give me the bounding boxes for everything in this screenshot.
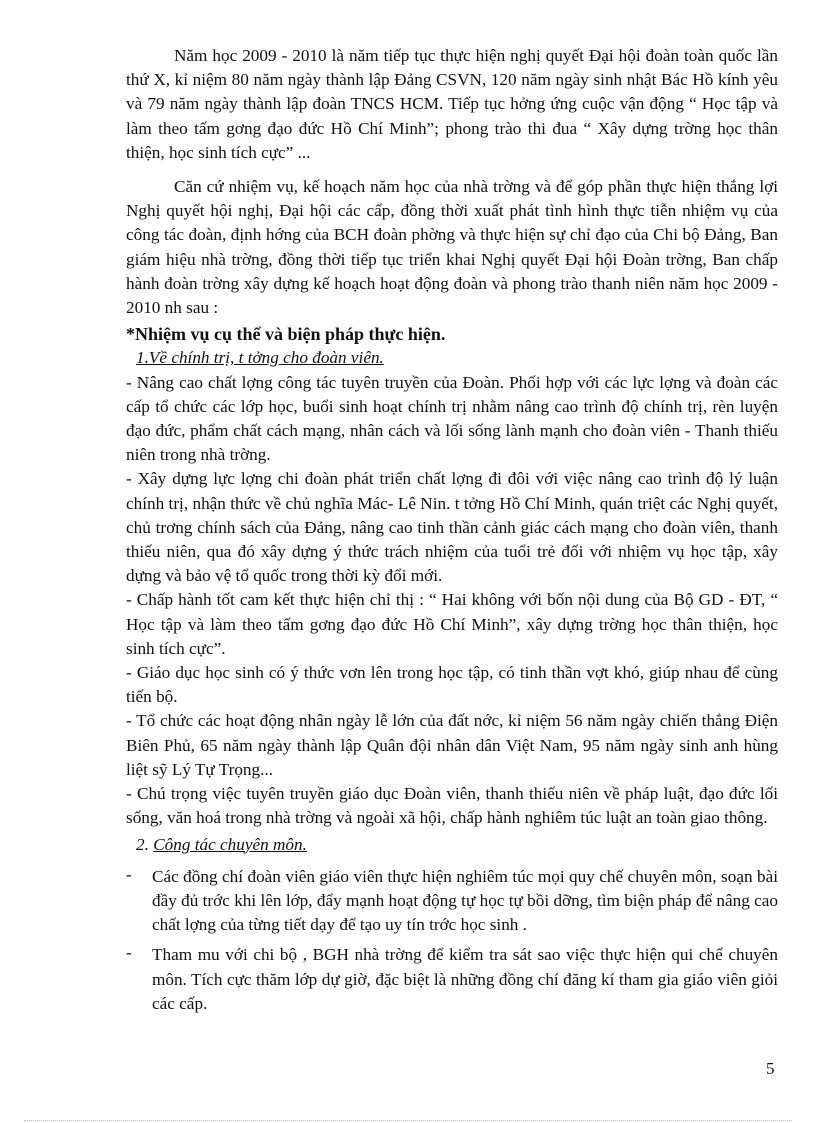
- list-item: - Xây dựng lực lợng chi đoàn phát triển chất lợng đi đôi với việc nâng cao trình độ lý luận chính trị, nhận thức về chủ nghĩa Mác- Lê Nin. t tởng Hồ Chí Minh, quán triệt các Nghị quyết, chủ trơng chính sách của Đảng, nâng cao tinh thần cảnh giác cách mạng cho đoàn viên, thanh thiếu niên, qua đó xây dựng ý thức trách nhiệm của tuổi trẻ đối với nhiệm vụ học tập, xây dựng và bảo vệ tổ quốc trong thời kỳ đổi mới.: [126, 469, 778, 586]
- subsection-number: 2.: [136, 834, 149, 854]
- bullet-marker: -: [126, 943, 132, 963]
- bullet-item: [126, 865, 778, 938]
- section-heading: *Nhiệm vụ cụ thể và biện pháp thực hiện.: [126, 324, 446, 345]
- list-item: - Chú trọng việc tuyên truyền giáo dục Đoàn viên, thanh thiếu niên về pháp luật, đạo đức lối sống, văn hoá trong nhà trờng và ngoài xã hội, chấp hành nghiêm túc luật an toàn giao thông.: [126, 784, 778, 828]
- subsection-title-politics: 1.Về chính trị, t tởng cho đoàn viên.: [136, 348, 384, 368]
- list-item: - Nâng cao chất lợng công tác tuyên truyền của Đoàn. Phối hợp với các lực lợng và đoàn các cấp tổ chức các lớp học, buổi sinh hoạt chính trị nhằm nâng cao trình độ chính trị, rèn luyện đạo đức, phẩm chất cách mạng, nhân cách và lối sống lành mạnh cho đoàn viên - Thanh thiếu niên trong nhà trờng.: [126, 372, 778, 465]
- bullet-list: [126, 865, 778, 1016]
- bullet-text: Tham mu với chi bộ , BGH nhà trờng để kiểm tra sát sao việc thực hiện qui chế chuyên môn. Tích cực thăm lớp dự giờ, đặc biệt là những đồng chí đăng kí tham gia giáo viên giỏi các cấp.: [152, 945, 778, 1013]
- bullet-text: Các đồng chí đoàn viên giáo viên thực hiện nghiêm túc mọi quy chế chuyên môn, soạn bài đầy đủ trớc khi lên lớp, đẩy mạnh hoạt động tự học tự bồi dỡng, tìm biện pháp để nâng cao chất lợng của từng tiết dạy để tạo uy tín trớc học sinh .: [152, 866, 778, 935]
- list-item: - Giáo dục học sinh có ý thức vơn lên trong học tập, có tinh thần vợt khó, giúp nhau để cùng tiến bộ.: [126, 663, 778, 707]
- intro-paragraph: Năm học 2009 - 2010 là năm tiếp tục thực hiện nghị quyết Đại hội đoàn toàn quốc lần thứ X, kỉ niệm 80 năm ngày thành lập Đảng CSVN, 120 năm ngày sinh nhật Bác Hồ kính yêu và 79 năm ngày thành lập đoàn TNCS HCM. Tiếp tục hởng ứng cuộc vận động “ Học tập và làm theo tấm gơng đạo đức Hồ Chí Minh”; phong trào thi đua “ Xây dựng trờng học thân thiện, học sinh tích cực” ...: [126, 46, 778, 162]
- basis-paragraph: Căn cứ nhiệm vụ, kế hoạch năm học của nhà trờng và để góp phần thực hiện thắng lợi Nghị quyết hội nghị, Đại hội các cấp, đồng thời xuất phát tình hình thực tiễn nhiệm vụ của công tác đoàn, định hớng của BCH đoàn phờng và thực hiện sự chỉ đạo của Chi bộ Đảng, Ban giám hiệu nhà trờng, đồng thời tiếp tục triển khai Nghị quyết Đại hội Đoàn trờng, Ban chấp hành đoàn trờng xây dựng kế hoạch hoạt động đoàn và phong trào thanh niên năm học 2009 - 2010 nh sau :: [126, 177, 778, 318]
- subsection-title-professional: [126, 833, 778, 857]
- list-item: - Tổ chức các hoạt động nhân ngày lễ lớn của đất nớc, kỉ niệm 56 năm ngày chiến thắng Điện Biên Phủ, 65 năm ngày thành lập Quân đội nhân dân Việt Nam, 95 năm ngày sinh anh hùng liệt sỹ Lý Tự Trọng...: [126, 711, 778, 779]
- page-bottom-border: [24, 1120, 792, 1121]
- page-number: 5: [766, 1059, 775, 1078]
- list-item: - Chấp hành tốt cam kết thực hiện chỉ thị : “ Hai không với bốn nội dung của Bộ GD - ĐT, “ Học tập và làm theo tấm gơng đạo đức Hồ Chí Minh”, xây dựng trờng học thân thiện, học sinh tích cực”.: [126, 590, 778, 658]
- bullet-marker: -: [126, 864, 132, 884]
- document-page: [126, 44, 778, 1022]
- bullet-item: [126, 943, 778, 1016]
- subsection-label: Công tác chuyên môn.: [153, 834, 307, 854]
